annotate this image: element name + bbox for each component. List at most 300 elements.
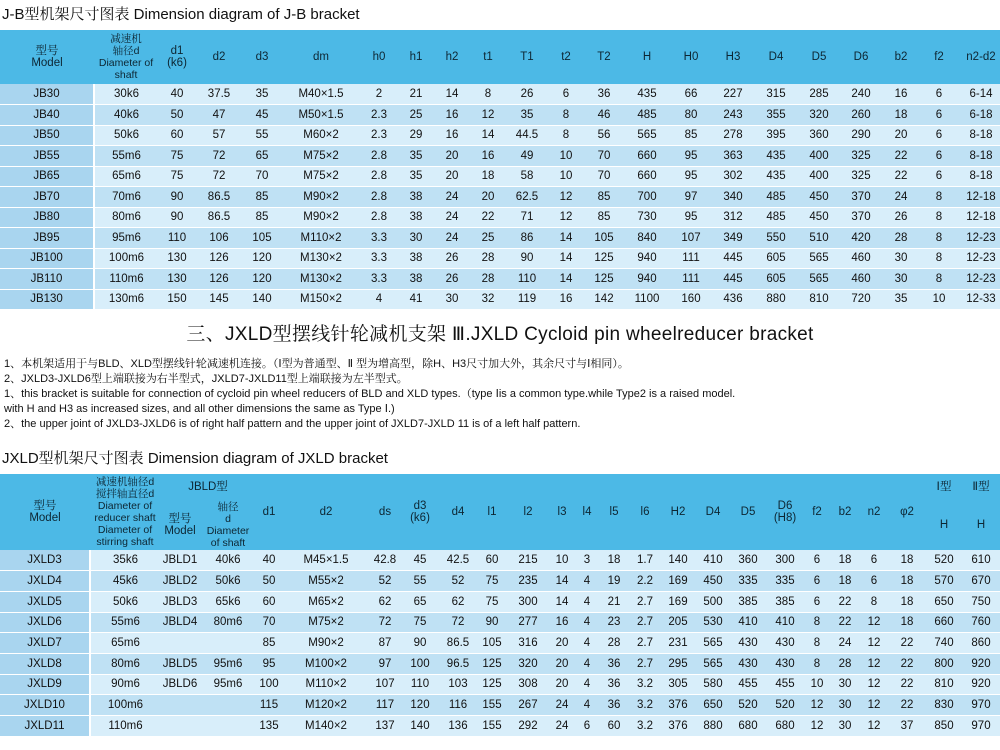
- jb-header-H3: H3: [712, 30, 754, 84]
- jb-value-cell: 49: [506, 146, 548, 167]
- jxld-value-cell: 16: [548, 612, 576, 633]
- jxld-value-cell: 385: [730, 591, 766, 612]
- jb-value-cell: 510: [798, 228, 840, 249]
- jxld-value-cell: 60: [256, 591, 282, 612]
- jb-value-cell: 105: [584, 228, 624, 249]
- jb-value-cell: 355: [754, 105, 798, 126]
- jxld-table-row: [0, 716, 1000, 737]
- jxld-value-cell: [160, 695, 200, 716]
- jxld-value-cell: 36: [598, 674, 630, 695]
- jb-value-cell: 8-18: [958, 146, 1000, 167]
- note-line: 1、this bracket is suitable for connection of cycloid pin wheel reducers of BLD and XLD types.（type Ⅰis a common type.while Type2 is a raised model.: [4, 388, 736, 400]
- jxld-value-cell: 10: [548, 550, 576, 571]
- jxld-value-cell: 2.7: [630, 612, 660, 633]
- jxld-value-cell: 3: [576, 550, 598, 571]
- jb-value-cell: 30: [882, 248, 920, 269]
- jxld-value-cell: [200, 695, 256, 716]
- jxld-value-cell: 72: [370, 612, 400, 633]
- jb-header-f2: f2: [920, 30, 958, 84]
- jxld-value-cell: 376: [660, 695, 696, 716]
- jxld-value-cell: 680: [730, 716, 766, 737]
- jxld-table-title: JXLD型机架尺寸图表 Dimension diagram of JXLD bracket: [2, 450, 388, 467]
- jb-value-cell: 110: [158, 228, 196, 249]
- jxld-value-cell: 850: [926, 716, 962, 737]
- jb-value-cell: 445: [712, 248, 754, 269]
- jxld-value-cell: 8: [804, 633, 830, 654]
- jxld-value-cell: M140×2: [282, 716, 370, 737]
- jxld-header-D4: D4: [696, 474, 730, 550]
- jb-value-cell: M90×2: [282, 207, 360, 228]
- jxld-value-cell: 155: [476, 716, 508, 737]
- jxld-value-cell: 970: [962, 716, 1000, 737]
- jxld-value-cell: [160, 633, 200, 654]
- jxld-value-cell: 14: [548, 571, 576, 592]
- jb-table-row: [0, 228, 1000, 249]
- jxld-value-cell: 500: [696, 591, 730, 612]
- jb-value-cell: 35: [882, 289, 920, 310]
- jb-value-cell: 810: [798, 289, 840, 310]
- jxld-value-cell: 4: [576, 591, 598, 612]
- jxld-value-cell: 103: [440, 674, 476, 695]
- jxld-value-cell: 14: [548, 591, 576, 612]
- jxld-value-cell: 2.7: [630, 633, 660, 654]
- jxld-value-cell: 95m6: [200, 674, 256, 695]
- jb-table-row: [0, 187, 1000, 208]
- jxld-table-row: [0, 571, 1000, 592]
- jb-value-cell: 10: [548, 146, 584, 167]
- jb-value-cell: 435: [624, 84, 670, 105]
- jb-value-cell: 3.3: [360, 269, 398, 290]
- jxld-value-cell: M45×1.5: [282, 550, 370, 571]
- jxld-header-l6: l6: [630, 474, 660, 550]
- jb-value-cell: 126: [196, 269, 242, 290]
- jb-table-row: [0, 248, 1000, 269]
- jb-header-T1: T1: [506, 30, 548, 84]
- jxld-value-cell: 3.2: [630, 716, 660, 737]
- jxld-value-cell: 21: [598, 591, 630, 612]
- jxld-value-cell: 267: [508, 695, 548, 716]
- jxld-value-cell: 277: [508, 612, 548, 633]
- jb-value-cell: 8: [470, 84, 506, 105]
- jxld-value-cell: 80m6: [90, 653, 160, 674]
- jxld-value-cell: 430: [730, 633, 766, 654]
- jb-value-cell: 8: [548, 125, 584, 146]
- jxld-value-cell: 137: [370, 716, 400, 737]
- jb-value-cell: 395: [754, 125, 798, 146]
- jxld-value-cell: M55×2: [282, 571, 370, 592]
- jb-value-cell: 445: [712, 269, 754, 290]
- jb-value-cell: 1100: [624, 289, 670, 310]
- jb-value-cell: 12: [548, 187, 584, 208]
- jxld-model-cell: JXLD11: [0, 716, 90, 737]
- jxld-header-D6: D6 (H8): [766, 474, 804, 550]
- jxld-value-cell: 140: [660, 550, 696, 571]
- jb-table-row: [0, 84, 1000, 105]
- jb-value-cell: 227: [712, 84, 754, 105]
- jb-value-cell: 12: [470, 105, 506, 126]
- jb-value-cell: 2.8: [360, 146, 398, 167]
- jb-value-cell: 47: [196, 105, 242, 126]
- jxld-value-cell: 520: [730, 695, 766, 716]
- jxld-table-body: [0, 550, 1000, 736]
- jb-value-cell: 142: [584, 289, 624, 310]
- jb-value-cell: 6-18: [958, 105, 1000, 126]
- jb-value-cell: 12: [548, 207, 584, 228]
- jb-model-cell: JB40: [0, 105, 94, 126]
- jxld-value-cell: 65k6: [200, 591, 256, 612]
- jb-value-cell: 35: [398, 146, 434, 167]
- jb-value-cell: 700: [624, 187, 670, 208]
- jb-value-cell: 111: [670, 248, 712, 269]
- jb-value-cell: 435: [754, 166, 798, 187]
- jb-value-cell: 80m6: [94, 207, 158, 228]
- jb-value-cell: 24: [882, 187, 920, 208]
- jb-value-cell: 22: [882, 166, 920, 187]
- jxld-dimension-table: [0, 474, 1000, 737]
- jxld-value-cell: 60: [476, 550, 508, 571]
- jb-value-cell: 30k6: [94, 84, 158, 105]
- jxld-value-cell: 35k6: [90, 550, 160, 571]
- jb-value-cell: 16: [434, 105, 470, 126]
- jb-value-cell: 243: [712, 105, 754, 126]
- jxld-value-cell: 40k6: [200, 550, 256, 571]
- jxld-value-cell: 205: [660, 612, 696, 633]
- jb-value-cell: M75×2: [282, 146, 360, 167]
- jxld-value-cell: 650: [926, 591, 962, 612]
- jb-value-cell: 72: [196, 146, 242, 167]
- jxld-header-b2: b2: [830, 474, 860, 550]
- jxld-value-cell: 75: [400, 612, 440, 633]
- jb-value-cell: 8: [920, 248, 958, 269]
- jxld-value-cell: 117: [370, 695, 400, 716]
- jb-value-cell: 8: [920, 207, 958, 228]
- jxld-value-cell: 12: [804, 695, 830, 716]
- jb-value-cell: M150×2: [282, 289, 360, 310]
- jxld-value-cell: 42.8: [370, 550, 400, 571]
- jb-value-cell: 32: [470, 289, 506, 310]
- jxld-value-cell: 24: [548, 695, 576, 716]
- jb-value-cell: 38: [398, 248, 434, 269]
- jb-value-cell: 95: [670, 166, 712, 187]
- jb-value-cell: 26: [434, 269, 470, 290]
- jb-value-cell: 2: [360, 84, 398, 105]
- jb-value-cell: 12-18: [958, 207, 1000, 228]
- jxld-value-cell: 6: [804, 571, 830, 592]
- jxld-value-cell: 28: [598, 633, 630, 654]
- jxld-value-cell: JBLD5: [160, 653, 200, 674]
- jxld-value-cell: 360: [730, 550, 766, 571]
- jb-value-cell: 120: [242, 248, 282, 269]
- jb-value-cell: 24: [434, 187, 470, 208]
- jxld-value-cell: 22: [888, 653, 926, 674]
- jb-header-H0: H0: [670, 30, 712, 84]
- jb-value-cell: 57: [196, 125, 242, 146]
- jxld-value-cell: 72: [440, 612, 476, 633]
- jxld-value-cell: 750: [962, 591, 1000, 612]
- jb-value-cell: 38: [398, 207, 434, 228]
- jxld-header-H2: H2: [660, 474, 696, 550]
- jb-value-cell: 6: [920, 125, 958, 146]
- jxld-value-cell: 60: [598, 716, 630, 737]
- jb-value-cell: 125: [584, 248, 624, 269]
- jb-value-cell: 120: [242, 269, 282, 290]
- jxld-header-bld-shaft: 轴径 d Diameter of shaft: [200, 500, 256, 550]
- jb-value-cell: 325: [840, 166, 882, 187]
- jb-value-cell: 72: [196, 166, 242, 187]
- jb-value-cell: 940: [624, 269, 670, 290]
- jxld-value-cell: 860: [962, 633, 1000, 654]
- jxld-value-cell: 85: [256, 633, 282, 654]
- jxld-value-cell: [160, 716, 200, 737]
- jb-value-cell: 21: [398, 84, 434, 105]
- jb-value-cell: M50×1.5: [282, 105, 360, 126]
- jxld-model-cell: JXLD8: [0, 653, 90, 674]
- jxld-model-cell: JXLD7: [0, 633, 90, 654]
- jb-value-cell: 6: [920, 146, 958, 167]
- jxld-value-cell: 97: [370, 653, 400, 674]
- jxld-value-cell: 22: [830, 591, 860, 612]
- jxld-value-cell: 4: [576, 633, 598, 654]
- jb-value-cell: 70m6: [94, 187, 158, 208]
- jxld-value-cell: 87: [370, 633, 400, 654]
- jxld-value-cell: 95: [256, 653, 282, 674]
- jxld-value-cell: 4: [576, 653, 598, 674]
- jxld-value-cell: 140: [400, 716, 440, 737]
- jxld-value-cell: 62: [440, 591, 476, 612]
- jxld-value-cell: 520: [766, 695, 804, 716]
- jb-value-cell: 45: [242, 105, 282, 126]
- jxld-value-cell: 6: [860, 550, 888, 571]
- jxld-value-cell: 22: [888, 633, 926, 654]
- jxld-value-cell: 320: [508, 653, 548, 674]
- jb-value-cell: 62.5: [506, 187, 548, 208]
- jb-value-cell: 26: [434, 248, 470, 269]
- jb-model-cell: JB100: [0, 248, 94, 269]
- jxld-value-cell: M110×2: [282, 674, 370, 695]
- jxld-value-cell: 125: [476, 674, 508, 695]
- jxld-value-cell: 450: [696, 571, 730, 592]
- jb-value-cell: 86.5: [196, 207, 242, 228]
- jb-value-cell: 20: [470, 187, 506, 208]
- jxld-value-cell: 6: [860, 571, 888, 592]
- jxld-value-cell: 12: [860, 612, 888, 633]
- jb-value-cell: 14: [548, 248, 584, 269]
- jb-value-cell: 90: [158, 187, 196, 208]
- jxld-header-d4: d4: [440, 474, 476, 550]
- jxld-value-cell: 8: [860, 591, 888, 612]
- jxld-value-cell: 300: [508, 591, 548, 612]
- jxld-header-l5: l5: [598, 474, 630, 550]
- jxld-value-cell: 430: [766, 633, 804, 654]
- jb-value-cell: 260: [840, 105, 882, 126]
- jxld-value-cell: 18: [888, 571, 926, 592]
- jb-value-cell: 2.8: [360, 187, 398, 208]
- jb-value-cell: 35: [506, 105, 548, 126]
- jxld-value-cell: 50k6: [90, 591, 160, 612]
- jb-value-cell: 85: [670, 125, 712, 146]
- jb-value-cell: 278: [712, 125, 754, 146]
- jb-value-cell: 730: [624, 207, 670, 228]
- jb-value-cell: 12-18: [958, 187, 1000, 208]
- jb-header-h0: h0: [360, 30, 398, 84]
- jb-table-row: [0, 269, 1000, 290]
- jb-value-cell: 450: [798, 187, 840, 208]
- jb-dimension-table: [0, 30, 1000, 310]
- jxld-value-cell: 169: [660, 571, 696, 592]
- jb-value-cell: 35: [398, 166, 434, 187]
- jxld-value-cell: 20: [548, 674, 576, 695]
- jb-value-cell: 6: [548, 84, 584, 105]
- jxld-table-row: [0, 674, 1000, 695]
- jb-value-cell: 8-18: [958, 166, 1000, 187]
- jb-value-cell: 119: [506, 289, 548, 310]
- jb-value-cell: 2.3: [360, 105, 398, 126]
- jxld-value-cell: 12: [860, 653, 888, 674]
- jb-value-cell: 370: [840, 187, 882, 208]
- jxld-value-cell: 20: [548, 633, 576, 654]
- jxld-value-cell: 12: [860, 633, 888, 654]
- jxld-value-cell: 430: [730, 653, 766, 674]
- jxld-value-cell: 385: [766, 591, 804, 612]
- jxld-value-cell: 52: [370, 571, 400, 592]
- jb-value-cell: 605: [754, 269, 798, 290]
- jxld-header-H-type1: H: [926, 500, 962, 550]
- jb-header-n2d2: n2-d2: [958, 30, 1000, 84]
- jxld-value-cell: M65×2: [282, 591, 370, 612]
- jxld-value-cell: JBLD2: [160, 571, 200, 592]
- jb-value-cell: 86: [506, 228, 548, 249]
- jb-value-cell: 41: [398, 289, 434, 310]
- jb-value-cell: 36: [584, 84, 624, 105]
- jxld-value-cell: 800: [926, 653, 962, 674]
- jxld-value-cell: 80m6: [200, 612, 256, 633]
- jxld-value-cell: 75: [476, 591, 508, 612]
- jxld-header-type1: Ⅰ型: [926, 474, 962, 500]
- jxld-value-cell: 24: [830, 633, 860, 654]
- jxld-value-cell: 22: [888, 695, 926, 716]
- jb-value-cell: 130: [158, 248, 196, 269]
- jb-header-T2: T2: [584, 30, 624, 84]
- jxld-model-cell: JXLD5: [0, 591, 90, 612]
- note-line: 2、JXLD3-JXLD6型上端联接为右半型式，JXLD7-JXLD11型上端联接为左半型式。: [4, 373, 408, 385]
- jb-value-cell: 110: [506, 269, 548, 290]
- jb-value-cell: 75: [158, 166, 196, 187]
- jb-value-cell: 90: [506, 248, 548, 269]
- jxld-value-cell: 37: [888, 716, 926, 737]
- jxld-value-cell: 12: [860, 674, 888, 695]
- jxld-value-cell: 30: [830, 716, 860, 737]
- jxld-value-cell: 8: [804, 612, 830, 633]
- jxld-value-cell: 610: [962, 550, 1000, 571]
- jxld-value-cell: 110m6: [90, 716, 160, 737]
- jb-value-cell: 85: [242, 207, 282, 228]
- jb-value-cell: 312: [712, 207, 754, 228]
- jxld-value-cell: 62: [370, 591, 400, 612]
- jxld-value-cell: 116: [440, 695, 476, 716]
- jb-value-cell: 8: [548, 105, 584, 126]
- jxld-value-cell: JBLD4: [160, 612, 200, 633]
- jb-value-cell: 8: [920, 187, 958, 208]
- jb-value-cell: 38: [398, 269, 434, 290]
- jb-value-cell: 2.8: [360, 207, 398, 228]
- jb-value-cell: 8: [920, 228, 958, 249]
- jb-value-cell: 70: [242, 166, 282, 187]
- jxld-value-cell: 4: [576, 612, 598, 633]
- jb-value-cell: 18: [882, 105, 920, 126]
- jb-value-cell: 26: [882, 207, 920, 228]
- jb-value-cell: 6: [920, 84, 958, 105]
- jb-value-cell: 58: [506, 166, 548, 187]
- jxld-table-row: [0, 612, 1000, 633]
- jxld-value-cell: 4: [576, 695, 598, 716]
- jxld-value-cell: 40: [256, 550, 282, 571]
- jxld-value-cell: 920: [962, 653, 1000, 674]
- jb-value-cell: 44.5: [506, 125, 548, 146]
- jxld-value-cell: 28: [830, 653, 860, 674]
- jxld-header-shaft: 减速机轴径d 搅拌轴直径d Diameter of reducer shaft Diameter of stirring shaft: [90, 474, 160, 550]
- jb-value-cell: 38: [398, 187, 434, 208]
- jxld-value-cell: 520: [926, 550, 962, 571]
- jxld-value-cell: JBLD6: [160, 674, 200, 695]
- jxld-value-cell: 24: [548, 716, 576, 737]
- jxld-value-cell: 6: [804, 591, 830, 612]
- jxld-value-cell: 65m6: [90, 633, 160, 654]
- jxld-header-n2: n2: [860, 474, 888, 550]
- jxld-value-cell: 22: [888, 674, 926, 695]
- jb-value-cell: 880: [754, 289, 798, 310]
- jb-header-dm: dm: [282, 30, 360, 84]
- jxld-value-cell: 2.7: [630, 591, 660, 612]
- jxld-value-cell: 455: [766, 674, 804, 695]
- jb-value-cell: 18: [470, 166, 506, 187]
- jb-model-cell: JB50: [0, 125, 94, 146]
- jxld-header-model: 型号 Model: [0, 474, 90, 550]
- jb-value-cell: 285: [798, 84, 840, 105]
- jxld-value-cell: 90: [476, 612, 508, 633]
- jxld-value-cell: 880: [696, 716, 730, 737]
- jxld-value-cell: 105: [476, 633, 508, 654]
- jxld-header-l2: l2: [508, 474, 548, 550]
- jxld-table-row: [0, 550, 1000, 571]
- jb-value-cell: 8: [920, 269, 958, 290]
- jb-value-cell: 85: [584, 187, 624, 208]
- jxld-value-cell: 8: [804, 653, 830, 674]
- jxld-model-cell: JXLD4: [0, 571, 90, 592]
- jxld-header-H-type2: H: [962, 500, 1000, 550]
- jb-header-D4: D4: [754, 30, 798, 84]
- jb-value-cell: 22: [470, 207, 506, 228]
- jb-value-cell: 145: [196, 289, 242, 310]
- jxld-value-cell: 4: [576, 571, 598, 592]
- jb-value-cell: 95: [670, 146, 712, 167]
- jb-value-cell: 325: [840, 146, 882, 167]
- jxld-value-cell: 125: [476, 653, 508, 674]
- notes-block: [4, 357, 735, 432]
- jxld-value-cell: 12: [860, 695, 888, 716]
- jxld-value-cell: 86.5: [440, 633, 476, 654]
- jxld-value-cell: M100×2: [282, 653, 370, 674]
- jxld-value-cell: JBLD3: [160, 591, 200, 612]
- jxld-value-cell: 136: [440, 716, 476, 737]
- jb-value-cell: M40×1.5: [282, 84, 360, 105]
- jxld-value-cell: 65: [400, 591, 440, 612]
- jxld-table-row: [0, 695, 1000, 716]
- jb-value-cell: 12-23: [958, 269, 1000, 290]
- jb-value-cell: 160: [670, 289, 712, 310]
- jb-value-cell: 60: [158, 125, 196, 146]
- jb-value-cell: 460: [840, 269, 882, 290]
- jxld-value-cell: 75: [476, 571, 508, 592]
